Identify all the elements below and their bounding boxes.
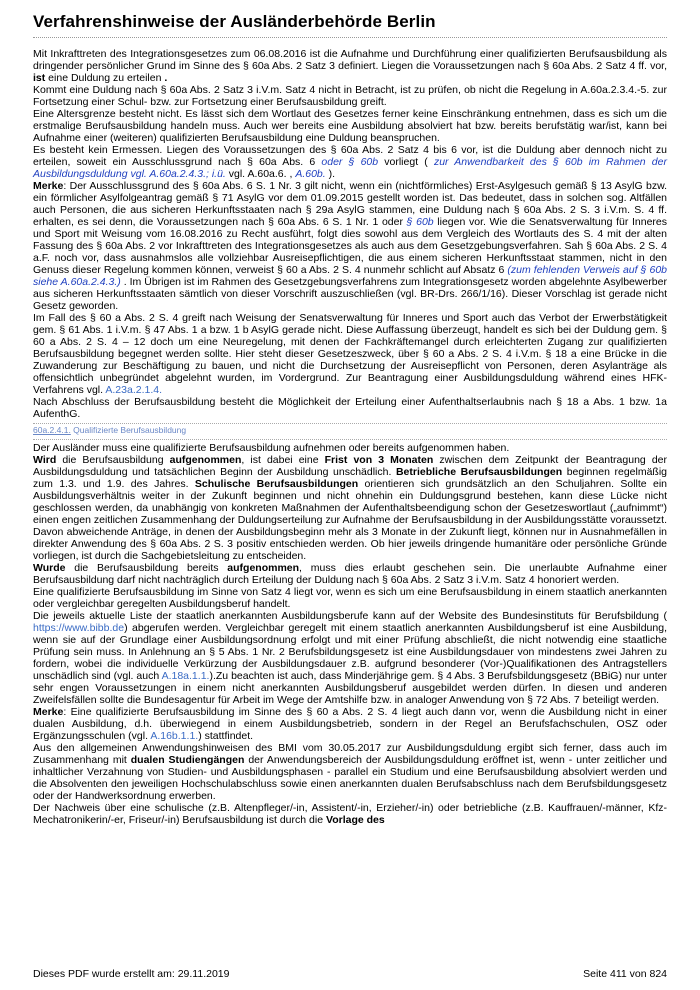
section-paragraph-3: Wurde die Berufsausbildung bereits aufgenommen, muss dies erlaubt geschehen sein. Die unerlaubte Aufnahme einer Berufsausbildung darf nicht nachträglich durch Erteilung der Duldung nach § 60a Abs. 2 Satz 3 i.V.m. Satz 4 honoriert werden. bbox=[33, 562, 667, 586]
section-heading: 60a.2.4.1. Qualifizierte Berufsausbildung bbox=[33, 423, 667, 440]
link-60b-inline[interactable]: § 60b bbox=[406, 216, 434, 228]
merke-paragraph-2: Merke: Eine qualifizierte Berufsausbildung im Sinne des § 60 a Abs. 2 S. 4 liegt auch dann vor, wenn die Ausbildung nicht in einer dualen Ausbildung, d.h. überwiegend in einem Ausbildungsbetrieb, sondern in der Regel an Berufsfachschulen, OSZ oder Ergänzungsschulen (vgl. A.16b.1.1.) stattfindet. bbox=[33, 706, 667, 742]
page-footer bbox=[33, 968, 667, 981]
creation-date: Dieses PDF wurde erstellt am: 29.11.2019 bbox=[33, 968, 230, 980]
link-bibb-website[interactable]: https://www.bibb.de bbox=[33, 622, 125, 634]
link-a60a-2-4-3[interactable]: zur Anwendbarkeit des § 60b im Rahmen der Ausbildungsduldung vgl. A.60a.2.4.3.; i.ü. bbox=[33, 156, 667, 180]
section-paragraph-5: Die jeweils aktuelle Liste der staatlich anerkannten Ausbildungsberufe kann auf der Website des Bundesinstituts für Berufsbildung ( https://www.bibb.de) abgerufen werden. Vergleichbar geregelt mit einem staatlich anerkannten Ausbildungsberuf ist eine Ausbildung, wenn sie auf der Grundlage einer Ausbildungsordnung erfolgt und mit einer Prüfung abschließt, die nicht notwendig eine staatliche Prüfung sein muss. In Anlehnung an § 5 Abs. 1 Nr. 2 Berufsbildungsgesetz ist eine Ausbildungsdauer von mindestens zwei Jahren zu fordern, wobei die individuelle Verkürzung der Ausbildungsdauer z.B. aufgrund besonderer (Vor-)Qualifikationen des Antragstellers unschädlich sind (vgl. auch A.18a.1.1.).Zu beachten ist auch, dass Minderjährige gem. § 4 Abs. 3 Berufsbildungsgesetz (BBiG) nur unter sehr engen Voraussetzungen in einem nicht anerkannten Ausbildungsberuf ausgebildet werden dürfen. In diesen und anderen Zweifelsfällen sollte die Bundesagentur für Arbeit im Wege der Amtshilfe bzw. in analoger Anwendung von § 72 Abs. 7 beteiligt werden. bbox=[33, 610, 667, 706]
document-page bbox=[33, 8, 667, 826]
merke-paragraph-1: Merke: Der Ausschlussgrund des § 60a Abs. 6 S. 1 Nr. 3 gilt nicht, wenn ein (nichtförmliches) Erst-Asylgesuch gemäß § 13 AsylG bzw. ein förmlicher Asylfolgeantrag gemäß § 71 AsylG vor dem 01.09.2015 gestellt worden ist. Das bedeutet, dass in solchen sog. Altfällen auch Personen, die aus sicheren Herkunftsstaaten nach § 29a AsylG stammen, eine Duldung nach § 60a Abs. 2 S. 3 i.V.m. S. 4 ff. erhalten, es sei denn, die Voraussetzungen nach § 60a Abs. 6 S. 1 Nr. 1 oder § 60b liegen vor. Wie die Senatsverwaltung für Inneres und Sport mit Weisung vom 16.08.2016 zu Recht ausführt, folgt dies sowohl aus dem Vergleich des Wortlauts des S. 4 mit der alten Fassung des § 60a Abs. 2 vor Inkrafttreten des Integrationsgesetzes als auch aus dem Gesetzgebungsverfahren. Sah § 60a Abs. 2 S. 4 a.F. noch vor, dass ausnahmslos alle vollziehbar Ausreisepflichtigen, die aus einem sicheren Herkunftsstaat stammen, nicht in den Genuss dieser Regelung kommen können, verweist § 60 a Abs. 2 S. 4 nunmehr schlicht auf Absatz 6 (zum fehlenden Verweis auf § 60b siehe A.60a.2.4.3.) . Im Übrigen ist im Rahmen des Gesetzgebungsverfahrens zum Integrationsgesetz worden abgelehnte Asylbewerber aus sicheren Herkunftsstaaten sämtlich von dieser Vorschrift auszuschließen (vgl. BR-Drs. 266/1/16). Dieser Vorschlag ist gerade nicht Gesetz geworden. bbox=[33, 180, 667, 312]
document-body bbox=[33, 48, 667, 826]
paragraph-4: Es besteht kein Ermessen. Liegen des Voraussetzungen des § 60a Abs. 2 Satz 4 bis 6 vor, ist die Duldung aber dennoch nicht zu erteilen, soweit ein Ausschlussgrund nach § 60a Abs. 6 oder § 60b vorliegt ( zur Anwendbarkeit des § 60b im Rahmen der Ausbildungsduldung vgl. A.60a.2.4.3.; i.ü. vgl. A.60a.6. , A.60b. ). bbox=[33, 144, 667, 180]
paragraph-6: Im Fall des § 60 a Abs. 2 S. 4 greift nach Weisung der Senatsverwaltung für Inneres und Sport auch das Verbot der Erwerbstätigkeit gem. § 61 Abs. 1 i.V.m. § 47 Abs. 1 a bzw. 1 b AsylG gerade nicht. Diese Auffassung überzeugt, handelt es sich bei der Duldung gem. § 60 a Abs. 2 S. 4 – 12 doch um eine Neuregelung, mit denen der Fachkräftemangel durch erleichterten Zugang zur qualifizierten Berufsausbildung begegnet werden sollte. Hier steht dieser Gesetzeszweck, über § 60 a Abs. 2 S. 4 i.V.m. § 18 a eine Brücke in die Zuwanderung zur Beschäftigung zu bauen, und nicht die Durchsetzung der Ausreisepflicht von Personen, deren Asylanträge als offensichtlich unbegründet abgelehnt wurden, im Vordergrund. Zur Beantragung einer Ausbildungsduldung während eines HFK-Verfahrens vgl. A.23a.2.1.4. bbox=[33, 312, 667, 396]
section-paragraph-4: Eine qualifizierte Berufsausbildung im Sinne von Satz 4 liegt vor, wenn es sich um eine Berufsausbildung in einem staatlich anerkannten oder vergleichbar geregelten Ausbildungsberuf handelt. bbox=[33, 586, 667, 610]
link-a16b-1-1[interactable]: A.16b.1.1. bbox=[150, 730, 199, 742]
section-paragraph-2: Wird die Berufsausbildung aufgenommen, ist dabei eine Frist von 3 Monaten zwischen dem Zeitpunkt der Beantragung der Ausbildungsduldung und tatsächlichen Beginn der Ausbildung unschädlich. Betriebliche Berufsausbildungen beginnen regelmäßig zum 1.3. und 1.9. des Jahres. Schulische Berufsausbildungen orientieren sich grundsätzlich an den Schuljahren. Sollte ein Ausbildungsverhältnis weiter in der Zukunft beginnen und nicht ohnehin ein Duldungsgrund bestehen, kann diese Lücke nicht geschlossen werden, da unabhängig von konkreten Maßnahmen der Aufenthaltsbeendigung schon der Gesetzeswortlaut („aufnimmt“) einen engen zeitlichen Zusammenhang der Duldungserteilung zur Aufnahme der Berufsausbildung in der Ausbildungsstätte voraussetzt. Davon abweichende Anträge, in denen der Ausbildungsbeginn mehr als 3 Monate in der Zukunft liegt, können nur in Ausnahmefällen in direkter Anwendung des § 60a Abs. 2 S. 3 positiv entschieden werden. Ob hier jeweils dringende humanitäre oder persönliche Gründe vorliegen, ist durch die Sachgebietsleitung zu entscheiden. bbox=[33, 454, 668, 562]
link-60b[interactable]: oder § 60b bbox=[321, 156, 379, 168]
page-title: Verfahrenshinweise der Ausländerbehörde Berlin bbox=[33, 8, 667, 38]
section-anchor-link[interactable]: 60a.2.4.1. bbox=[33, 425, 71, 435]
section-paragraph-1: Der Ausländer muss eine qualifizierte Berufsausbildung aufnehmen oder bereits aufgenommen haben. bbox=[33, 442, 510, 454]
paragraph-2: Kommt eine Duldung nach § 60a Abs. 2 Satz 3 i.V.m. Satz 4 nicht in Betracht, ist zu prüfen, ob nicht die Regelung in A.60a.2.3.4.-5. zur Fortsetzung einer Schul- bzw. zur Fortsetzung einer Berufsausbildung greift. bbox=[33, 84, 667, 108]
paragraph-3: Eine Altersgrenze besteht nicht. Es lässt sich dem Wortlaut des Gesetzes ferner keine Einschränkung entnehmen, dass es sich um die erstmalige Berufsausbildung handeln muss. Auch wer bereits eine Ausbildung absolviert hat bzw. bereits berufstätig war/ist, kann bei Aufnahme einer (weiteren) qualifizierten Berufsausbildung eine Duldung beanspruchen. bbox=[33, 108, 667, 144]
section-paragraph-7: Aus den allgemeinen Anwendungshinweisen des BMI vom 30.05.2017 zur Ausbildungsduldung ergibt sich ferner, dass auch im Zusammenhang mit dualen Studiengängen der Anwendungsbereich der Ausbildungsduldung eröffnet ist, wenn - unter zeitlicher und inhaltlicher Verzahnung von Studien- und Ausbildungsphasen - parallel ein Studium und eine Berufsausbildung absolviert werden und die Absolventen den jeweiligen Hochschulabschluss sowie einen anerkannten dualen Berufsabschluss nach dem Berufsbildungsgesetz oder der Handwerksordnung erwerben. bbox=[33, 742, 667, 802]
link-a60b[interactable]: A.60b. bbox=[295, 168, 326, 180]
paragraph-7: Nach Abschluss der Berufsausbildung besteht die Möglichkeit der Erteilung einer Aufenthaltserlaubnis nach § 18 a Abs. 1 bzw. 1a AufenthG. bbox=[33, 396, 667, 420]
link-a18a-1-1[interactable]: A.18a.1.1. bbox=[161, 670, 210, 682]
page-number: Seite 411 von 824 bbox=[583, 968, 667, 980]
section-paragraph-8: Der Nachweis über eine schulische (z.B. Altenpfleger/-in, Assistent/-in, Erzieher/-in) oder betriebliche (z.B. Kauffrauen/-männer, Kfz-Mechatronikerin/-er, Friseur/-in) Berufsausbildung ist durch die Vorlage des bbox=[33, 802, 667, 826]
link-a23a-2-1-4[interactable]: A.23a.2.1.4. bbox=[105, 384, 163, 396]
link-missing-reference-60b[interactable]: (zum fehlenden Verweis auf § 60b siehe A.60a.2.4.3.) bbox=[33, 264, 667, 288]
paragraph-1: Mit Inkrafttreten des Integrationsgesetzes zum 06.08.2016 ist die Aufnahme und Durchführung einer qualifizierten Berufsausbildung als dringender persönlicher Grund im Sinne des § 60a Abs. 2 Satz 3 definiert. Liegen die Voraussetzungen nach § 60a Abs. 2 Satz 4 ff. vor, ist eine Duldung zu erteilen . bbox=[33, 48, 667, 84]
